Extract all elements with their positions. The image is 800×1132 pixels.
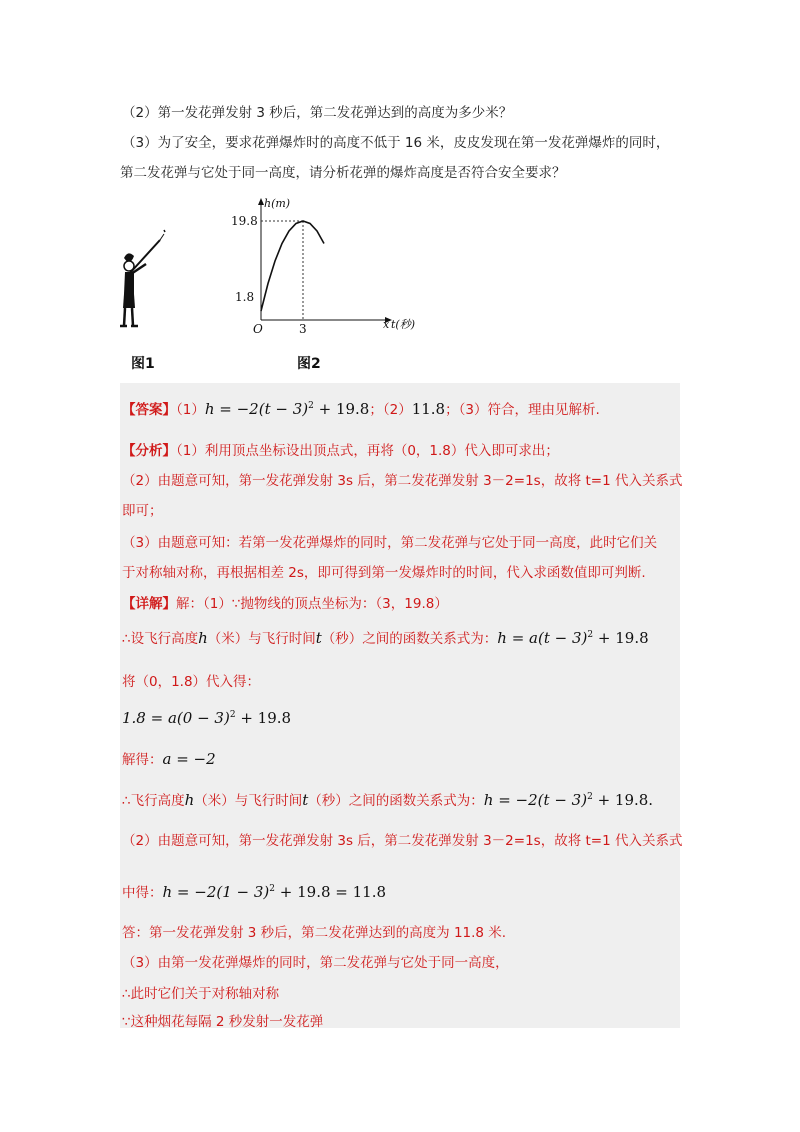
detail-step8: 答：第一发花弹发射 3 秒后，第二发花弹达到的高度为 11.8 米. — [122, 925, 507, 941]
analysis-line1: 【分析】（1）利用顶点坐标设出顶点式，再将（0，1.8）代入即可求出； — [122, 443, 559, 459]
analysis-line2-cont: 即可； — [122, 503, 163, 519]
x-axis-label: t(秒) — [391, 318, 416, 331]
detail-step10: ∴此时它们关于对称轴对称 — [122, 986, 280, 1002]
analysis-line3: （3）由题意可知：若第一发花弹爆炸的同时，第二发花弹与它处于同一高度，此时它们关 — [122, 535, 658, 551]
detail-line1: 【详解】解：（1）∵抛物线的顶点坐标为：（3，19.8） — [122, 596, 448, 612]
parabola-curve — [261, 221, 324, 311]
question-part3: （3）为了安全，要求花弹爆炸时的高度不低于 16 米，皮皮发现在第一发花弹爆炸的同时， — [122, 135, 670, 151]
detail-step7: 中得：$h = -2(1 - 3)^2 + 19.8 = 11.8$ — [122, 883, 387, 901]
detail-step3: $1.8 = a(0 - 3)^2 + 19.8$ — [122, 709, 292, 727]
detail-step5: ∴飞行高度h（米）与飞行时间t（秒）之间的函数关系式为：$h = -2(t - 3)^2 + 19.8$. — [122, 791, 654, 809]
question-part2: （2）第一发花弹发射 3 秒后，第二发花弹达到的高度为多少米？ — [122, 105, 513, 121]
caption-figure2: 图2 — [297, 356, 321, 372]
detail-step9: （3）由第一发花弹爆炸的同时，第二发花弹与它处于同一高度， — [122, 955, 509, 971]
detail-step1: ∴设飞行高度h（米）与飞行时间t（秒）之间的函数关系式为：$h = a(t - 3)^2 + 19.8$ — [122, 629, 649, 647]
detail-step2: 将（0，1.8）代入得： — [122, 674, 261, 690]
analysis-line2: （2）由题意可知，第一发花弹发射 3s 后，第二发花弹发射 3－2=1s，故将 t=1 代入关系式 — [122, 473, 683, 489]
detail-step11: ∵这种烟花每隔 2 秒发射一发花弹 — [122, 1014, 324, 1030]
y-tick-19-8: 19.8 — [231, 214, 258, 228]
y-axis-label: h(m) — [264, 197, 291, 210]
x-axis-char: x — [383, 318, 390, 331]
origin-label: O — [253, 322, 263, 336]
answer-line: 【答案】$(1)h = -2(t - 3)^2 + 19.8$；（2）11.8；（3）符合，理由见解析. — [122, 400, 600, 418]
y-tick-1-8: 1.8 — [235, 290, 255, 304]
analysis-line3-cont: 于对称轴对称，再根据相差 2s，即可得到第一发爆炸时的时间，代入求函数值即可判断. — [122, 565, 646, 581]
x-tick-3: 3 — [299, 322, 307, 336]
figure2-height-time-graph — [225, 195, 435, 340]
detail-step6: （2）由题意可知，第一发花弹发射 3s 后，第二发花弹发射 3－2=1s，故将 t=1 代入关系式 — [122, 833, 683, 849]
caption-figure1: 图1 — [131, 356, 155, 372]
question-part3-cont: 第二发花弹与它处于同一高度，请分析花弹的爆炸高度是否符合安全要求？ — [120, 165, 566, 181]
detail-step4: 解得：a = −2 — [122, 750, 216, 768]
figure1-person-illustration — [110, 228, 170, 338]
